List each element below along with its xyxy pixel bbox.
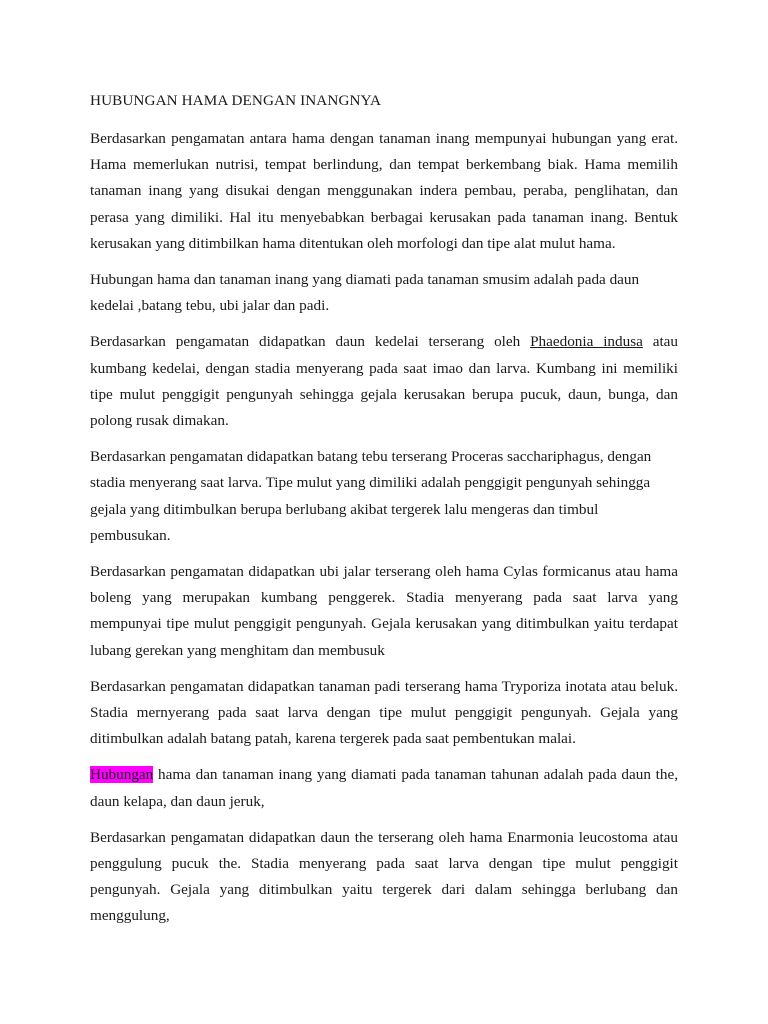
species-name-underlined: Phaedonia indusa — [530, 333, 643, 351]
paragraph-tea: Berdasarkan pengamatan didapatkan daun the terserang oleh hama Enarmonia leucostoma atau penggulung pucuk the. Stadia menyerang pada saat larva dengan tipe mulut penggigit pengunyah. Gejala yang ditimbulkan yaitu tergerek dari dalam sehingga berlubang dan menggulung, — [90, 828, 678, 925]
paragraph-soybean — [90, 329, 678, 434]
paragraph-seasonal-plants: Hubungan hama dan tanaman inang yang diamati pada tanaman smusim adalah pada daun kedelai ,batang tebu, ubi jalar dan padi. — [90, 271, 640, 315]
document-title: HUBUNGAN HAMA DENGAN INANGNYA — [90, 92, 382, 109]
paragraph-intro: Berdasarkan pengamatan antara hama dengan tanaman inang mempunyai hubungan yang erat. Hama memerlukan nutrisi, tempat berlindung, dan tempat berkembang biak. Hama memilih tanaman inang yang disukai dengan menggunakan indera pembau, peraba, penglihatan, dan perasa yang dimiliki. Hal itu menyebabkan berbagai kerusakan pada tanaman inang. Bentuk kerusakan yang ditimbilkan hama ditentukan oleh morfologi dan tipe alat mulut hama. — [90, 130, 678, 252]
paragraph-perennial-plants — [90, 762, 678, 814]
paragraph-rice: Berdasarkan pengamatan didapatkan tanaman padi terserang hama Tryporiza inotata atau beluk. Stadia mernyerang pada saat larva dengan tipe mulut penggigit pengunyah. Gejala yang ditimbulkan adalah batang patah, karena tergerek pada saat pembentukan malai. — [90, 677, 678, 748]
perennial-text: hama dan tanaman inang yang diamati pada tanaman tahunan adalah pada daun the, daun kelapa, dan daun jeruk, — [90, 766, 678, 810]
paragraph-sweet-potato: Berdasarkan pengamatan didapatkan ubi jalar terserang oleh hama Cylas formicanus atau hama boleng yang merupakan kumbang penggerek. Stadia menyerang pada saat larva yang mempunyai tipe mulut penggigit pengunyah. Gejala kerusakan yang ditimbulkan yaitu terdapat lubang gerekan yang menghitam dan membusuk — [90, 563, 678, 659]
soybean-text-start: Berdasarkan pengamatan didapatkan daun kedelai terserang oleh — [90, 333, 531, 351]
soybean-text-end: atau kumbang kedelai, dengan stadia menyerang pada saat imao dan larva. Kumbang ini memiliki tipe mulut penggigit pengunyah sehingga gejala kerusakan berupa pucuk, daun, bunga, dan polong rusak dimakan. — [90, 333, 679, 430]
paragraph-sugarcane: Berdasarkan pengamatan didapatkan batang tebu terserang Proceras sacchariphagus, dengan stadia menyerang saat larva. Tipe mulut yang dimiliki adalah penggigit pengunyah sehingga gejala yang ditimbulkan berupa berlubang akibat tergerek lalu mengeras dan timbul pembusukan. — [90, 448, 652, 544]
document-page — [90, 88, 678, 940]
highlighted-word: Hubungan — [90, 766, 154, 784]
